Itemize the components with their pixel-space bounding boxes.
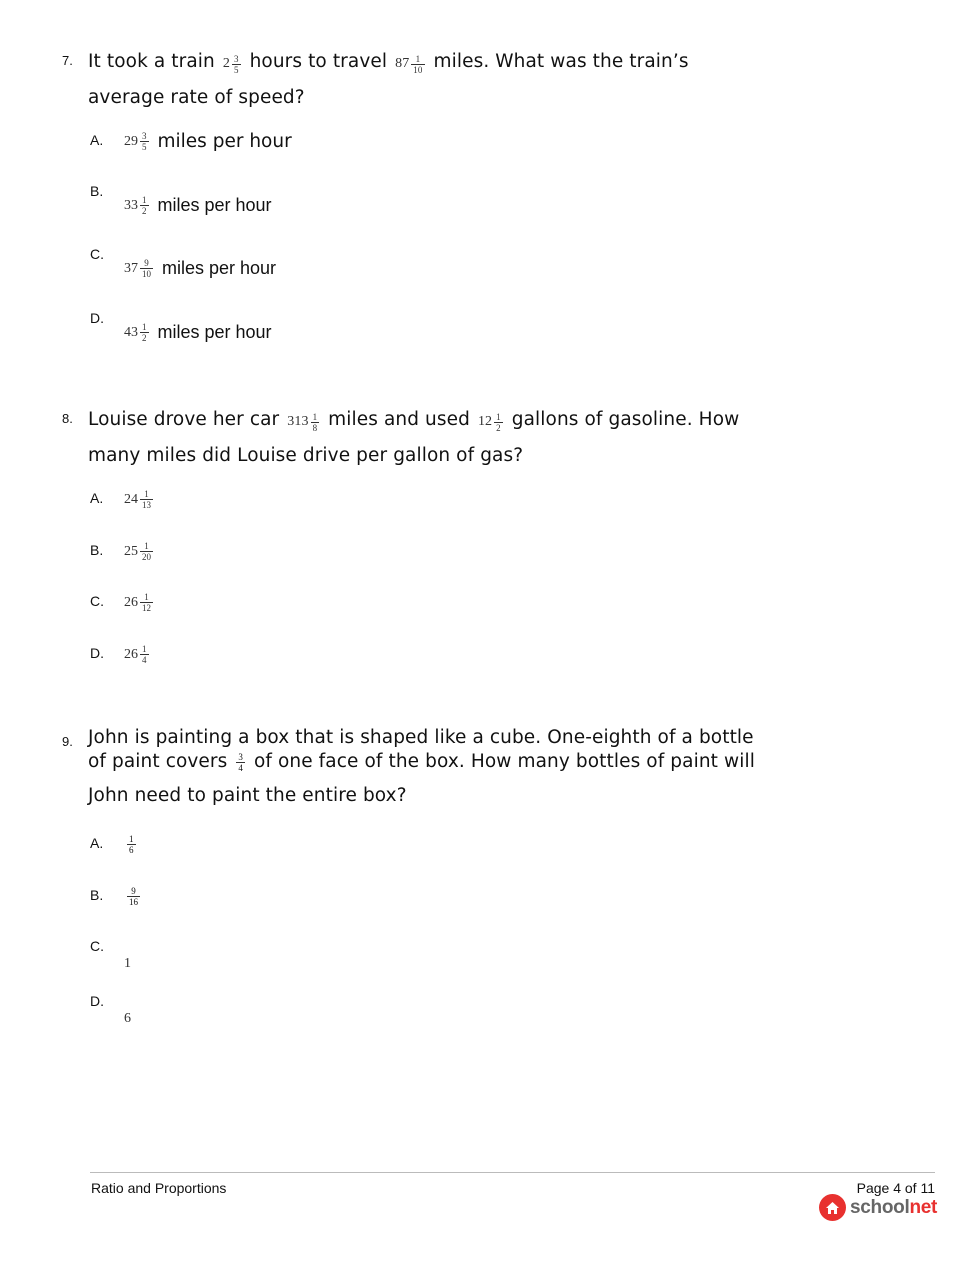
option-c[interactable] <box>124 592 154 613</box>
option-unit: miles per hour <box>157 131 292 152</box>
mixed-number: 37 $\frac{9}{10}$ <box>124 258 151 279</box>
question-text-part: of paint covers <box>88 751 228 772</box>
question-text-part: miles and used <box>328 409 470 430</box>
option-a[interactable] <box>126 834 137 855</box>
option-letter-d[interactable]: D. <box>90 645 104 661</box>
question-text-line: average rate of speed? <box>88 87 305 108</box>
option-letter-d[interactable]: D. <box>90 310 104 326</box>
option-letter-d[interactable]: D. <box>90 993 104 1009</box>
option-letter-b[interactable]: B. <box>90 183 104 199</box>
mixed-number: 12 $\frac{1}{2}$ <box>477 411 501 433</box>
question-text-part: of one face of the box. How many bottles of paint will <box>253 751 755 772</box>
question-text <box>88 403 739 473</box>
question-text-part: It took a train <box>88 51 215 72</box>
mixed-number: 24 $\frac{1}{13}$ <box>124 489 151 510</box>
option-unit: miles per hour <box>162 258 277 278</box>
option-b[interactable] <box>126 886 141 907</box>
mixed-number: 313 $\frac{1}{8}$ <box>287 411 318 433</box>
logo-wordmark: schoolnet <box>850 1196 938 1218</box>
mixed-number: 26 $\frac{1}{4}$ <box>124 644 147 665</box>
mixed-number: 25 $\frac{1}{20}$ <box>124 541 151 562</box>
option-a[interactable] <box>124 489 154 510</box>
mixed-number: 2 $\frac{3}{5}$ <box>222 53 239 75</box>
footer-title: Ratio and Proportions <box>91 1180 227 1196</box>
option-letter-c[interactable]: C. <box>90 938 104 954</box>
schoolnet-logo <box>819 1194 937 1221</box>
question-number: 7. <box>62 53 73 68</box>
fraction: $\frac{9}{16}$ <box>129 886 138 907</box>
mixed-number: 87 $\frac{1}{10}$ <box>395 53 423 75</box>
question-number: 8. <box>62 411 73 426</box>
option-letter-c[interactable]: C. <box>90 593 104 609</box>
option-letter-a[interactable]: A. <box>90 132 104 148</box>
option-c[interactable] <box>124 956 131 972</box>
option-letter-b[interactable]: B. <box>90 542 104 558</box>
option-value: 6 <box>124 1011 131 1026</box>
mixed-number: 43 $\frac{1}{2}$ <box>124 322 147 343</box>
fraction: $\frac{1}{6}$ <box>129 834 134 855</box>
option-c[interactable] <box>124 258 276 279</box>
option-b[interactable] <box>124 195 272 216</box>
option-d[interactable] <box>124 322 272 343</box>
mixed-number: 33 $\frac{1}{2}$ <box>124 195 147 216</box>
question-text <box>88 726 755 808</box>
option-letter-a[interactable]: A. <box>90 490 104 506</box>
question-number: 9. <box>62 734 73 749</box>
mixed-number: 26 $\frac{1}{12}$ <box>124 592 151 613</box>
question-text-line: John is painting a box that is shaped like a cube. One-eighth of a bottle <box>88 727 754 748</box>
option-d[interactable] <box>124 1011 131 1027</box>
option-value: 1 <box>124 956 131 971</box>
question-text <box>88 45 689 115</box>
mixed-number: 29 $\frac{3}{5}$ <box>124 131 147 152</box>
option-letter-a[interactable]: A. <box>90 835 104 851</box>
question-text-part: hours to travel <box>249 51 388 72</box>
option-b[interactable] <box>124 541 154 562</box>
option-letter-b[interactable]: B. <box>90 887 104 903</box>
option-unit: miles per hour <box>157 195 272 215</box>
house-icon <box>819 1194 846 1221</box>
question-text-part: gallons of gasoline. How <box>511 409 740 430</box>
footer-divider <box>90 1172 935 1173</box>
fraction: $\frac{3}{4}$ <box>238 751 243 773</box>
question-text-line: many miles did Louise drive per gallon of gas? <box>88 445 524 466</box>
option-d[interactable] <box>124 644 150 665</box>
question-text-part: miles. What was the train’s <box>433 51 689 72</box>
page-number: Page 4 of 11 <box>856 1180 935 1196</box>
option-letter-c[interactable]: C. <box>90 246 104 262</box>
question-text-part: Louise drove her car <box>88 409 280 430</box>
option-a[interactable] <box>124 131 292 152</box>
question-text-line: John need to paint the entire box? <box>88 785 407 806</box>
option-unit: miles per hour <box>157 322 272 342</box>
